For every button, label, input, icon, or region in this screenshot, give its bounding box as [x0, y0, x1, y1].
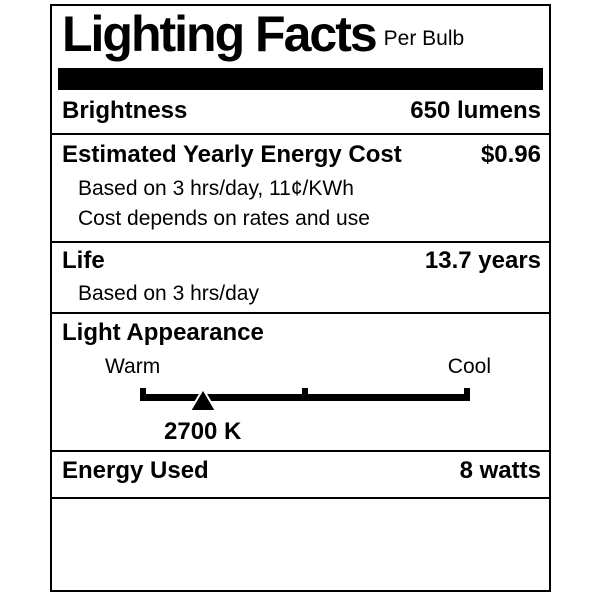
life-value: 13.7 years [424, 247, 541, 274]
life-label: Life [62, 247, 105, 274]
divider [52, 450, 549, 452]
brightness-label: Brightness [62, 97, 188, 124]
header-black-bar [58, 68, 543, 90]
label-title: Lighting Facts [62, 6, 376, 62]
energy-used-value: 8 watts [459, 457, 541, 484]
cool-label: Cool [447, 355, 491, 378]
energy-cost-label: Estimated Yearly Energy Cost [62, 141, 402, 168]
warm-label: Warm [105, 355, 161, 378]
temperature-marker-icon [188, 388, 218, 412]
life-note-basis: Based on 3 hrs/day [78, 282, 259, 305]
energy-used-row [52, 457, 549, 485]
divider [52, 497, 549, 499]
energy-cost-note-basis: Based on 3 hrs/day, 11¢/KWh [78, 177, 354, 200]
brightness-row [52, 97, 549, 125]
energy-used-label: Energy Used [62, 457, 209, 484]
divider [52, 312, 549, 314]
warm-cool-labels [105, 355, 491, 379]
divider [52, 133, 549, 135]
label-header [52, 6, 549, 68]
temperature-value: 2700 K [163, 418, 242, 445]
per-bulb-subtitle: Per Bulb [383, 27, 465, 50]
lighting-facts-label [50, 4, 551, 592]
warm-cool-scale [140, 385, 470, 446]
energy-cost-row [52, 141, 549, 169]
scale-tick-left [140, 388, 146, 401]
scale-tick-middle [302, 388, 308, 401]
scale-tick-right [464, 388, 470, 401]
brightness-value: 650 lumens [410, 97, 541, 124]
energy-cost-value: $0.96 [480, 141, 541, 168]
light-appearance-row [52, 319, 549, 347]
life-row [52, 247, 549, 275]
energy-cost-note-disclaimer: Cost depends on rates and use [78, 207, 370, 230]
light-appearance-label: Light Appearance [62, 319, 264, 346]
divider [52, 241, 549, 243]
